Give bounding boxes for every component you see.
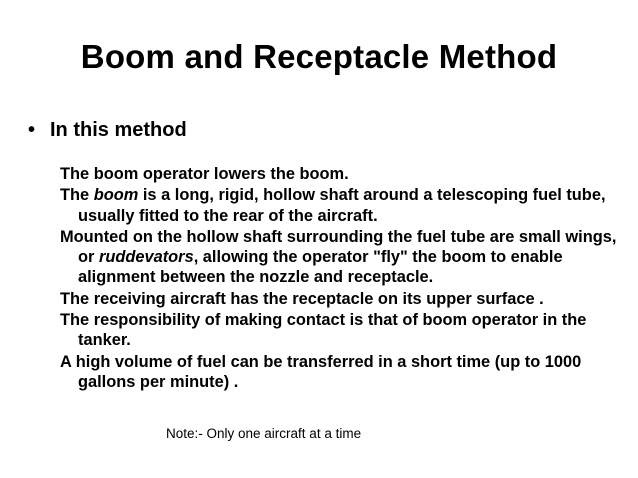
- slide-title: Boom and Receptacle Method: [80, 38, 558, 75]
- paragraph-text: The: [60, 186, 94, 205]
- paragraph: [60, 310, 620, 351]
- paragraph-text: The responsibility of making contact is that of boom operator in the tanker.: [60, 311, 587, 350]
- bullet-marker: •: [28, 119, 36, 141]
- bullet-item: [28, 119, 187, 142]
- paragraph: [60, 352, 620, 393]
- paragraph-text: Mounted on the hollow shaft surrounding the fuel tube are small wings, or: [60, 227, 617, 267]
- note-text: Note:- Only one aircraft at a time: [166, 426, 362, 441]
- slide-body: [60, 164, 620, 393]
- paragraph-text: The receiving aircraft has the receptacle on its upper surface .: [60, 289, 544, 308]
- paragraph-text: , allowing the operator "fly" the boom to enable alignment between the nozzle and receptacle.: [78, 248, 563, 287]
- paragraph: [60, 227, 620, 288]
- paragraph: [60, 164, 620, 184]
- emphasis-term: boom: [93, 186, 139, 205]
- emphasis-term: ruddevators: [98, 248, 194, 267]
- paragraph: [60, 289, 620, 309]
- paragraph-text: The boom operator lowers the boom.: [60, 165, 349, 183]
- paragraph: [60, 185, 620, 226]
- bullet-text: In this method: [50, 119, 187, 141]
- paragraph-text: A high volume of fuel can be transferred in a short time (up to 1000 gallons per minute) .: [60, 352, 582, 391]
- paragraph-text: is a long, rigid, hollow shaft around a telescoping fuel tube, usually fitted to the rear of the aircraft.: [78, 186, 606, 225]
